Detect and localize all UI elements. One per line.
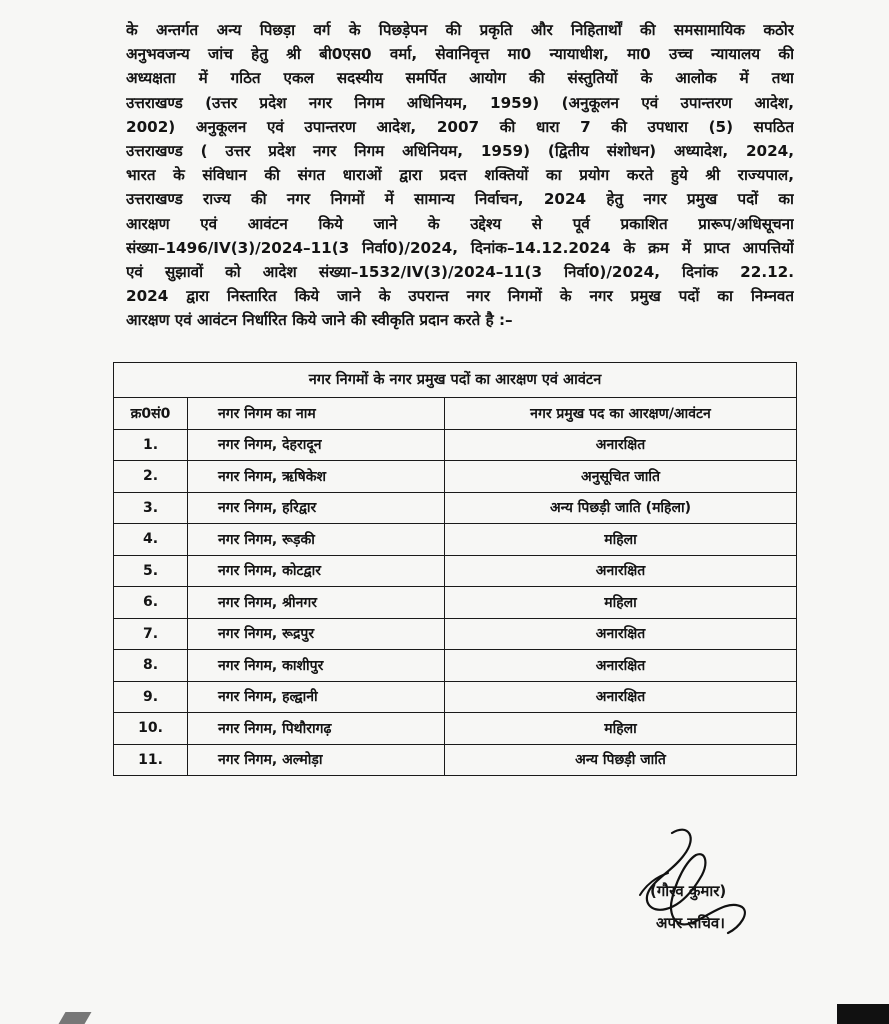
paragraph-line: भारत के संविधान की संगत धाराओं द्वारा प्रदत्त शक्तियों का प्रयोग करते हुये श्री राज्यपाल, xyxy=(126,166,794,185)
row-reservation: अनारक्षित xyxy=(445,618,797,650)
row-corporation-name: नगर निगम, श्रीनगर xyxy=(188,587,445,619)
header-serial: क्र0सं0 xyxy=(114,398,188,430)
scan-corner-mark xyxy=(837,1004,889,1024)
table-row xyxy=(114,429,797,461)
paragraph-line: आरक्षण एवं आवंटन निर्धारित किये जाने की स्वीकृति प्रदान करते है :– xyxy=(126,311,513,330)
paragraph-line: 2024 द्वारा निस्तारित किये जाने के उपरान्त नगर निगमों के नगर प्रमुख पदों का निम्नवत xyxy=(126,287,794,306)
signatory-designation: अपर सचिव। xyxy=(656,914,725,932)
row-reservation: अन्य पिछड़ी जाति xyxy=(445,744,797,776)
row-reservation: महिला xyxy=(445,524,797,556)
header-reservation: नगर प्रमुख पद का आरक्षण/आवंटन xyxy=(445,398,797,430)
row-reservation: अनारक्षित xyxy=(445,555,797,587)
header-corporation-name: नगर निगम का नाम xyxy=(188,398,445,430)
row-reservation: अनुसूचित जाति xyxy=(445,461,797,493)
row-reservation: अनारक्षित xyxy=(445,681,797,713)
row-reservation: महिला xyxy=(445,713,797,745)
row-corporation-name: नगर निगम, अल्मोड़ा xyxy=(188,744,445,776)
table-row xyxy=(114,587,797,619)
table-row xyxy=(114,650,797,682)
row-corporation-name: नगर निगम, रूड़की xyxy=(188,524,445,556)
table-row xyxy=(114,744,797,776)
row-corporation-name: नगर निगम, काशीपुर xyxy=(188,650,445,682)
row-reservation: महिला xyxy=(445,587,797,619)
paragraph-line: 2002) अनुकूलन एवं उपान्तरण आदेश, 2007 की धारा 7 की उपधारा (5) सपठित xyxy=(126,117,794,136)
signatory-name: (गौरव कुमार) xyxy=(650,882,727,900)
row-corporation-name: नगर निगम, रूद्रपुर xyxy=(188,618,445,650)
paragraph-line: के अन्तर्गत अन्य पिछड़ा वर्ग के पिछड़ेपन की प्रकृति और निहितार्थों की समसामायिक कठोर xyxy=(126,21,794,39)
table-row xyxy=(114,681,797,713)
row-corporation-name: नगर निगम, ऋषिकेश xyxy=(188,461,445,493)
reservation-table xyxy=(113,362,797,776)
paragraph-line: उत्तराखण्ड राज्य की नगर निगमों में सामान्य निर्वाचन, 2024 हेतु नगर प्रमुख पदों का xyxy=(126,190,794,209)
paragraph-line: अध्यक्षता में गठित एकल सदस्यीय समर्पित आयोग की संस्तुतियों के आलोक में तथा xyxy=(126,69,794,88)
scan-edge-mark xyxy=(59,1012,92,1024)
row-serial: 4. xyxy=(114,524,188,556)
paragraph-line: संख्या–1496/IV(3)/2024–11(3 निर्वा0)/2024, दिनांक–14.12.2024 के क्रम में प्राप्त आपत्तियों xyxy=(126,238,794,257)
row-serial: 6. xyxy=(114,587,188,619)
row-serial: 8. xyxy=(114,650,188,682)
table-header-row xyxy=(114,398,797,430)
row-serial: 10. xyxy=(114,713,188,745)
row-serial: 5. xyxy=(114,555,188,587)
row-reservation: अनारक्षित xyxy=(445,429,797,461)
row-serial: 11. xyxy=(114,744,188,776)
table-row xyxy=(114,492,797,524)
paragraph-line: आरक्षण एवं आवंटन किये जाने के उद्देश्य से पूर्व प्रकाशित प्रारूप/अधिसूचना xyxy=(126,214,794,233)
row-serial: 7. xyxy=(114,618,188,650)
table-row xyxy=(114,461,797,493)
row-serial: 9. xyxy=(114,681,188,713)
row-reservation: अनारक्षित xyxy=(445,650,797,682)
table-title: नगर निगमों के नगर प्रमुख पदों का आरक्षण एवं आवंटन xyxy=(113,362,797,397)
paragraph-line: एवं सुझावों को आदेश संख्या–1532/IV(3)/2024–11(3 निर्वा0)/2024, दिनांक 22.12. xyxy=(126,263,794,282)
table-row xyxy=(114,618,797,650)
paragraph-line: अनुभवजन्य जांच हेतु श्री बी0एस0 वर्मा, सेवानिवृत्त मा0 न्यायाधीश, मा0 उच्च न्यायालय की xyxy=(126,45,794,64)
table-row xyxy=(114,713,797,745)
row-corporation-name: नगर निगम, देहरादून xyxy=(188,429,445,461)
row-serial: 2. xyxy=(114,461,188,493)
row-corporation-name: नगर निगम, कोटद्वार xyxy=(188,555,445,587)
row-corporation-name: नगर निगम, हल्द्वानी xyxy=(188,681,445,713)
order-paragraph xyxy=(126,18,794,333)
paragraph-line: उत्तराखण्ड (उत्तर प्रदेश नगर निगम अधिनियम, 1959) (अनुकूलन एवं उपान्तरण आदेश, xyxy=(126,93,794,112)
paragraph-line: उत्तराखण्ड ( उत्तर प्रदेश नगर निगम अधिनियम, 1959) (द्वितीय संशोधन) अध्यादेश, 2024, xyxy=(126,142,794,161)
table-row xyxy=(114,524,797,556)
row-corporation-name: नगर निगम, हरिद्वार xyxy=(188,492,445,524)
row-serial: 3. xyxy=(114,492,188,524)
table-row xyxy=(114,555,797,587)
row-serial: 1. xyxy=(114,429,188,461)
row-corporation-name: नगर निगम, पिथौरागढ़ xyxy=(188,713,445,745)
row-reservation: अन्य पिछड़ी जाति (महिला) xyxy=(445,492,797,524)
